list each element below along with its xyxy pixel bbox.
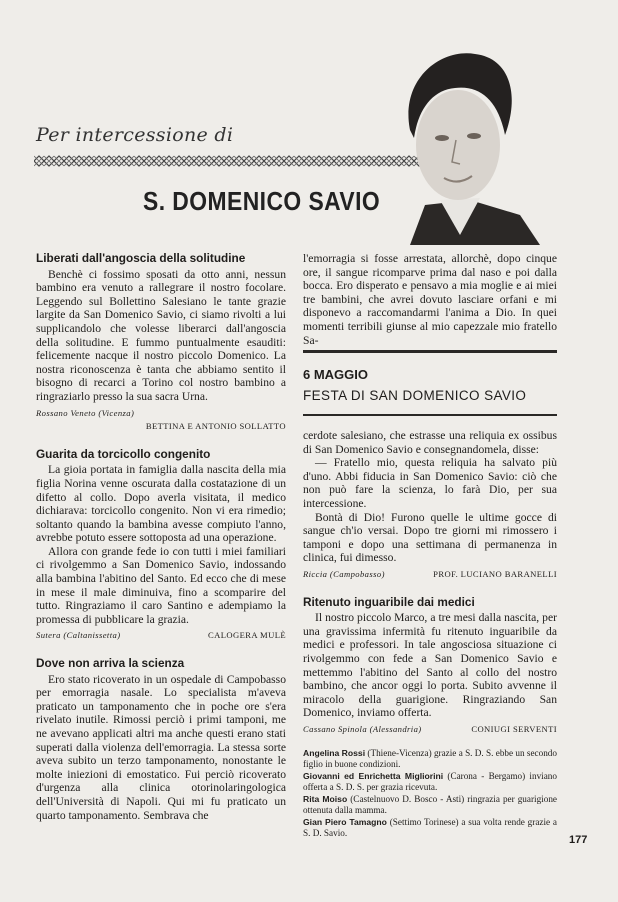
article-continued: l'emorragia si fosse arrestata, allorchè, dopo cinque ore, il sangue ricomparve prima dal naso e poi dalla bocca. Ero disperato e pensavo a mia moglie e ai miei tre bambini, che avrei dovuto lasciare orfani e mi disponevo a raccomandarmi l'anima a Dio. In quei momenti terribili giunse al mio capezzale mio fratello Sa- [303,252,557,347]
article-signature: BETTINA E ANTONIO SOLLATTO [145,421,286,432]
thanks-text: (Settimo Torinese) a sua volta rende grazie a S. D. Savio. [303,817,558,839]
top-rule [303,350,557,353]
short-thanks-list [303,748,557,839]
article-place: Rossano Veneto (Vicenza) [36,407,135,418]
thanks-name: Gian Piero Tamagno [303,817,387,828]
article-body: La gioia portata in famiglia dalla nascita della mia figlia Norina venne oscurata dalla costatazione di un difetto al collo. Dopo averla visitata, il medico dichiarava: torcicollo congenito. Non vi era rimedio; soltanto quando la bambina avesse compiuto l'anno, avrebbe potuto essere sottoposta ad una operazione. [36,463,286,545]
intercession-heading: Per intercessione di [36,124,234,146]
article-title: Ritenuto inguaribile dai medici [303,594,475,609]
feast-date: 6 MAGGIO [303,367,369,382]
short-thanks-item [303,748,557,770]
article-signature-row [303,723,557,737]
page-number: 177 [569,834,588,846]
short-thanks-item [303,817,557,839]
thanks-text: (Thiene-Vicenza) grazie a S. D. S. ebbe un secondo figlio in buone condizioni. [303,748,557,770]
article-body: Il nostro piccolo Marco, a tre mesi dalla nascita, per una gravissima infermità fu ritenuto inguaribile da medici e professori. In tale angosciosa situazione ci rivolgemmo con fede a San Domenico Savio e mettemmo l'abitino del Santo al collo del nostro bambino, che ancor oggi lo porta. Subito avvenne il miracolo della guarigione. Ringraziando San Domenico, inviamo offerta. [303,611,557,720]
article-continued: cerdote salesiano, che estrasse una reliquia ex ossibus di San Domenico Savio e consegnandomela, disse: [303,429,557,456]
article-title: Dove non arriva la scienza [36,656,185,671]
article-body: Allora con grande fede io con tutti i miei familiari ci rivolgemmo a San Domenico Savio, indossando alla bambina l'abitino del Santo. Ed ecco che di mese in mese il male diminuiva, fino a scomparire del tutto. Ringraziamo il caro Santino e adempiamo la promessa di pubblicare la grazia. [36,544,286,626]
thanks-name: Giovanni ed Enrichetta Migliorini [303,771,444,782]
article-body: Benchè ci fossimo sposati da otto anni, nessun bambino era venuto a rallegrare il nostro focolare. Leggendo sul Bollettino Salesiano le tante grazie largite da San Domenico Savio, ci siamo rivolti a lui supplicandolo che volesse liberarci dall'angoscia della solitudine. E fummo puntualmente esauditi: felicemente nacque il nostro piccolo Domenico. La nostra riconoscenza è tanta che abbiamo sentito il bisogno di recarci a Torino col nostro bambino a ringraziarlo presso la sua sacra Urna. [36,267,286,403]
bottom-rule [303,414,557,416]
article-signature: CONIUGI SERVENTI [471,723,557,734]
article-place: Cassano Spinola (Alessandria) [303,723,422,734]
article-place: Riccia (Campobasso) [303,568,385,579]
thanks-name: Angelina Rossi [303,748,366,759]
thanks-text: (Castelnuovo D. Bosco - Asti) ringrazia per guarigione ottenuta dalla mamma. [303,794,558,816]
article-title: Liberati dall'angoscia della solitudine [36,251,246,265]
saint-title: S. DOMENICO SAVIO [143,186,381,216]
article-signature: CALOGERA MULÈ [207,630,286,641]
thanks-name: Rita Moiso [303,794,348,805]
article-signature-row [303,568,557,582]
right-column [303,429,557,840]
article-body: Ero stato ricoverato in un ospedale di Campobasso per emorragia nasale. Lo specialista m'aveva praticato un tamponamento che in poche ore s'era rivelato inutile. Rimossi perciò i primi tamponi, me ne avevano applicati altri ma anche questi erano stati superati dalla violenza dell'emorragia. La stessa sorte aveva subito un terzo tamponamento, nonostante le molte iniezioni di emostatico. Fui perciò ricoverato d'urgenza alla clinica otorinolaringologica dell'Università di Napoli. Qui mi fu praticato un quarto tamponamento. Sembrava che [36,672,286,822]
article-signature-row [36,420,286,434]
short-thanks-item [303,794,557,816]
article-title: Guarita da torcicollo congenito [36,446,211,461]
article-signature-row [36,629,286,643]
article-signature-row [36,407,286,421]
right-column-top [303,252,557,347]
saint-portrait [370,40,540,245]
feast-name: FESTA DI SAN DOMENICO SAVIO [303,388,527,403]
article-ending: Bontà di Dio! Furono quelle le ultime gocce di sangue ch'io versai. Dopo tre giorni mi rimossero i tamponi e dopo una settimana di permanenza in clinica, fui dimesso. [303,510,557,565]
feast-box [303,350,557,418]
decorative-border [34,154,424,168]
thanks-text: (Carona - Bergamo) inviano offerta a S. D. S. per grazia ricevuta. [303,771,557,793]
article-place: Sutera (Caltanissetta) [36,630,121,641]
left-column [36,252,286,822]
article-quote: — Fratello mio, questa reliquia ha salvato più d'uno. Abbi fiducia in San Domenico Savio: ciò che non può fare la scienza, lo farà Dio, per sua intercessione. [303,456,557,510]
article-signature: PROF. LUCIANO BARANELLI [433,568,557,579]
short-thanks-item [303,771,557,793]
